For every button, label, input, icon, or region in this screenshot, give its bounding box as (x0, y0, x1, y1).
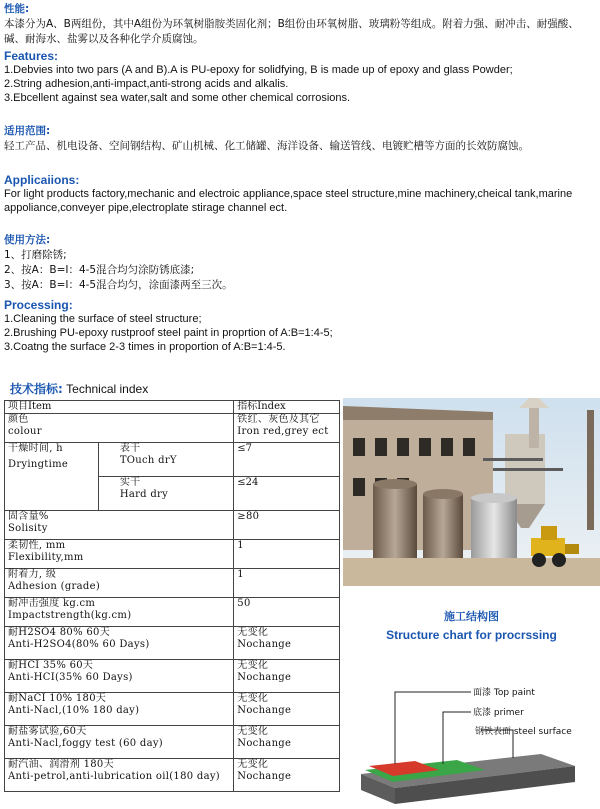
row-value-cn: 无变化 (237, 726, 269, 737)
table-header-row (5, 401, 340, 414)
touch-dry-label (98, 443, 233, 477)
row-value-en: Nochange (237, 737, 292, 749)
table-row (5, 443, 340, 477)
applications-cn-text: 轻工产品、机电设备、空间钢结构、矿山机械、化工储罐、海洋设备、输送管线、电镀贮槽等方面的长效防腐蚀。 (4, 140, 529, 152)
row-value (234, 627, 340, 660)
row-value (234, 511, 340, 540)
row-label (5, 414, 234, 443)
row-label-cn: 固含量% (8, 511, 49, 522)
header-item: 项目Item (5, 401, 234, 414)
drying-label-cn: 干燥时间, h (8, 443, 63, 454)
touch-dry-en: TOuch drY (119, 454, 177, 466)
row-value-en: Nochange (237, 704, 292, 716)
hard-dry-label (98, 477, 233, 511)
row-label (5, 598, 234, 627)
usage-cn-item: 1、打磨除锈; (4, 249, 67, 261)
label-top-paint: 面漆 Top paint (473, 688, 535, 698)
tech-index-title (10, 380, 148, 397)
structure-chart-title-en: Structure chart for procrssing (386, 628, 557, 642)
factory-photo (343, 398, 600, 586)
row-label-cn: 耐冲击强度 kg.cm (8, 598, 96, 609)
usage-cn-section (4, 233, 596, 293)
row-label-cn: 耐NaCI 10% 180天 (8, 693, 107, 704)
table-row (5, 726, 340, 759)
features-cn-section (4, 2, 596, 47)
table-row (5, 540, 340, 569)
row-label-en: Adhesion (grade) (8, 580, 101, 592)
applications-en-text: For light products factory,mechanic and electroic appliance,space steel structure,mine machinery,cheical tank,marine appoliance,conveyer pipe,electroplate stirage channel ect. (4, 188, 573, 214)
drying-label-en: Dryingtime (8, 458, 69, 470)
row-label-en: Flexibility,mm (8, 551, 84, 563)
row-value-en: Nochange (237, 638, 292, 650)
row-value-cn: ≥80 (237, 511, 260, 522)
usage-cn-item: 2、按A：B=I：4-5混合均匀涂防锈底漆; (4, 264, 195, 276)
structure-chart-diagram (343, 650, 600, 804)
leader-line-primer (443, 712, 471, 764)
row-label (5, 726, 234, 759)
row-value (234, 660, 340, 693)
row-value-cn: 无变化 (237, 693, 269, 704)
features-cn-text: 本漆分为A、B两组份，其中A组份为环氧树脂胺类固化剂；B组份由环氧树脂、玻璃粉等组成。附着力强、耐冲击、耐强酸、碱、耐海水、盐雾以及各种化学介质腐蚀。 (4, 18, 579, 45)
row-value (234, 540, 340, 569)
row-label (5, 660, 234, 693)
hard-dry-value: ≤24 (234, 477, 340, 511)
processing-en-item: 2.Brushing PU-epoxy rustproof steel paint in proprtion of A:B=1:4-5; (4, 327, 333, 339)
row-label (5, 540, 234, 569)
header-index: 指标Index (234, 401, 340, 414)
row-label (5, 759, 234, 792)
leader-line-top (395, 692, 471, 764)
row-value (234, 414, 340, 443)
row-label (5, 569, 234, 598)
processing-en-heading: Processing: (4, 298, 73, 312)
table-row (5, 569, 340, 598)
row-label-cn: 颜色 (8, 414, 29, 425)
applications-cn-section (4, 124, 596, 154)
row-label-cn: 耐盐雾试验,60天 (8, 726, 87, 737)
table-row (5, 511, 340, 540)
table-row (5, 759, 340, 792)
applications-cn-heading: 适用范围: (4, 125, 51, 137)
processing-en-item: 1.Cleaning the surface of steel structure; (4, 313, 202, 325)
hard-dry-cn: 实干 (119, 477, 141, 488)
table-row (5, 627, 340, 660)
tech-index-title-cn: 技术指标: (10, 382, 63, 396)
hard-dry-en: Hard dry (119, 488, 169, 500)
row-value-cn: 铁红、灰色及其它 (237, 414, 320, 425)
features-en-section (4, 49, 596, 105)
features-en-item: 1.Debvies into two pars (A and B).A is PU-epoxy for solidfying, B is made up of epoxy and glass Powder; (4, 64, 513, 76)
label-steel-surface: 钢铁表面 steel surface (475, 727, 572, 737)
row-value-cn: 无变化 (237, 627, 269, 638)
tech-index-table (4, 400, 340, 792)
row-value (234, 598, 340, 627)
row-label-en: Anti-Nacl,(10% 180 day) (8, 704, 140, 716)
row-label-cn: 耐HCI 35% 60天 (8, 660, 94, 671)
tech-index-title-en: Technical index (66, 382, 149, 396)
row-value-cn: 无变化 (237, 759, 269, 770)
row-value-cn: 无变化 (237, 660, 269, 671)
usage-cn-item: 3、按A：B=I：4-5混合均匀，涂面漆两至三次。 (4, 279, 233, 291)
row-label-en: Anti-petrol,anti-lubrication oil(180 day) (8, 770, 221, 782)
row-label-en: Anti-HCI(35% 60 Days) (8, 671, 133, 683)
structure-chart-title-cn: 施工结构图 (444, 610, 499, 623)
table-row (5, 660, 340, 693)
row-label-cn: 耐H2SO4 80% 60天 (8, 627, 111, 638)
row-value-cn: 1 (237, 569, 244, 580)
row-label (5, 627, 234, 660)
features-en-item: 2.String adhesion,anti-impact,anti-strong acids and alkalis. (4, 78, 289, 90)
row-value (234, 693, 340, 726)
row-value-en: Iron red,grey ect (237, 425, 329, 437)
row-value-cn: 50 (237, 598, 251, 609)
applications-en-heading: Applicaiions: (4, 173, 80, 187)
table-row (5, 693, 340, 726)
processing-en-section (4, 298, 596, 354)
table-row (5, 598, 340, 627)
row-label-cn: 附着力, 级 (8, 569, 57, 580)
table-row (5, 414, 340, 443)
label-primer: 底漆 primer (473, 708, 524, 718)
row-value (234, 759, 340, 792)
features-cn-heading: 性能: (4, 3, 30, 15)
drying-label (5, 443, 99, 511)
row-value-cn: 1 (237, 540, 244, 551)
row-value-en: Nochange (237, 671, 292, 683)
row-value (234, 726, 340, 759)
factory-photo-image (343, 398, 600, 586)
touch-dry-value: ≤7 (234, 443, 340, 477)
row-label-en: Impactstrength(kg.cm) (8, 609, 132, 621)
features-en-item: 3.Ebcellent against sea water,salt and some other chemical corrosions. (4, 92, 351, 104)
usage-cn-heading: 使用方法: (4, 234, 51, 246)
row-label-en: Solisity (8, 522, 48, 534)
row-value-en: Nochange (237, 770, 292, 782)
row-label-en: Anti-H2SO4(80% 60 Days) (8, 638, 150, 650)
row-label (5, 511, 234, 540)
row-label-cn: 耐汽油、润滑剂 180天 (8, 759, 114, 770)
row-label-en: Anti-Nacl,foggy test (60 day) (8, 737, 163, 749)
touch-dry-cn: 表干 (119, 443, 141, 454)
row-label-en: colour (8, 425, 42, 437)
processing-en-item: 3.Coatng the surface 2-3 times in proportion of A:B=1:4-5. (4, 341, 286, 353)
row-label-cn: 柔韧性, mm (8, 540, 66, 551)
applications-en-section (4, 173, 596, 215)
row-label (5, 693, 234, 726)
features-en-heading: Features: (4, 49, 59, 63)
row-value (234, 569, 340, 598)
